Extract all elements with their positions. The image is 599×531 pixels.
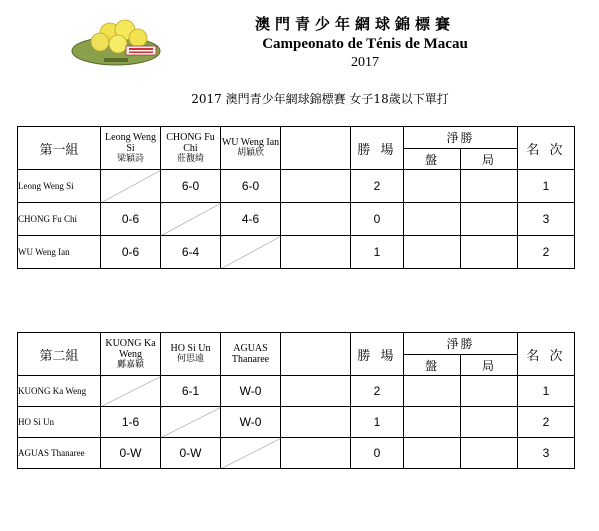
score-cell: 0-6 [101,236,161,269]
blank-column [281,127,351,170]
player-name-en: KUONG Ka Weng [105,337,156,360]
score-cell: 0-W [101,438,161,469]
wins-header: 勝 場 [351,333,404,376]
sets-cell [404,407,461,438]
rank-header: 名 次 [518,127,575,170]
row-player-name: AGUAS Thanaree [18,438,101,469]
tennis-association-logo [70,18,162,68]
games-cell [461,376,518,407]
sets-cell [404,236,461,269]
row-player-name: Leong Weng Si [18,170,101,203]
row-player-name: WU Weng Ian [18,236,101,269]
title-portuguese: Campeonato de Ténis de Macau [262,36,468,52]
self-match-cell [101,376,161,407]
blank-cell [281,376,351,407]
sets-header: 盤 [404,149,461,170]
table-row [18,203,575,236]
title-year: 2017 [351,55,379,70]
games-cell [461,438,518,469]
blank-cell [281,170,351,203]
column-player-1 [101,127,161,170]
sets-cell [404,203,461,236]
player-name-zh: 莊馥綺 [176,153,204,164]
wins-cell: 2 [351,170,404,203]
rank-cell: 3 [518,203,575,236]
self-match-cell [161,407,221,438]
player-name-en: Leong Weng Si [105,131,156,154]
player-name-zh: 梁穎詩 [116,153,144,164]
score-cell: 6-4 [161,236,221,269]
blank-cell [281,407,351,438]
games-cell [461,407,518,438]
column-player-2 [161,127,221,170]
player-name-zh: 胡穎欣 [236,148,264,158]
rank-cell: 1 [518,376,575,407]
rank-cell: 2 [518,236,575,269]
player-name-zh: 何思遠 [176,354,204,364]
wins-cell: 0 [351,203,404,236]
blank-cell [281,203,351,236]
rank-header: 名 次 [518,333,575,376]
games-cell [461,170,518,203]
table-row [18,407,575,438]
score-cell: 6-0 [161,170,221,203]
rank-cell: 3 [518,438,575,469]
rank-cell: 2 [518,407,575,438]
score-cell: 4-6 [221,203,281,236]
self-match-cell [101,170,161,203]
row-player-name: CHONG Fu Chi [18,203,101,236]
score-cell: W-0 [221,407,281,438]
games-header: 局 [461,149,518,170]
score-cell: 1-6 [101,407,161,438]
sets-header: 盤 [404,355,461,376]
games-header: 局 [461,355,518,376]
wins-header: 勝 場 [351,127,404,170]
title-chinese: 澳門青少年網球錦標賽 [254,15,455,33]
score-cell: 6-0 [221,170,281,203]
column-player-2 [161,333,221,376]
self-match-cell [161,203,221,236]
score-cell: W-0 [221,376,281,407]
table-row [18,170,575,203]
sets-cell [404,170,461,203]
table-row [18,438,575,469]
player-name-en: HO Si Un [170,343,211,354]
column-player-3 [221,127,281,170]
wins-cell: 2 [351,376,404,407]
score-cell: 6-1 [161,376,221,407]
games-cell [461,236,518,269]
group2-table [17,332,575,469]
group-label: 第一組 [18,127,101,170]
event-title: 2017 澳門青少年網球錦標賽 女子18歲以下單打 [191,92,449,106]
blank-cell [281,438,351,469]
player-name-en: CHONG Fu Chi [166,131,215,154]
score-cell: 0-W [161,438,221,469]
group-label: 第二組 [18,333,101,376]
score-cell: 0-6 [101,203,161,236]
group1-table [17,126,575,269]
net-header: 淨勝 [404,127,518,149]
wins-cell: 1 [351,236,404,269]
wins-cell: 0 [351,438,404,469]
player-name-en: WU Weng Ian [221,137,280,148]
sets-cell [404,438,461,469]
wins-cell: 1 [351,407,404,438]
blank-column [281,333,351,376]
row-player-name: HO Si Un [18,407,101,438]
self-match-cell [221,236,281,269]
table-row [18,236,575,269]
column-player-3 [221,333,281,376]
blank-cell [281,236,351,269]
player-name-en: AGUAS Thanaree [231,343,270,365]
games-cell [461,203,518,236]
row-player-name: KUONG Ka Weng [18,376,101,407]
self-match-cell [221,438,281,469]
column-player-1 [101,333,161,376]
table-row [18,376,575,407]
net-header: 淨勝 [404,333,518,355]
player-name-zh: 鄺嘉穎 [116,359,144,370]
rank-cell: 1 [518,170,575,203]
sets-cell [404,376,461,407]
